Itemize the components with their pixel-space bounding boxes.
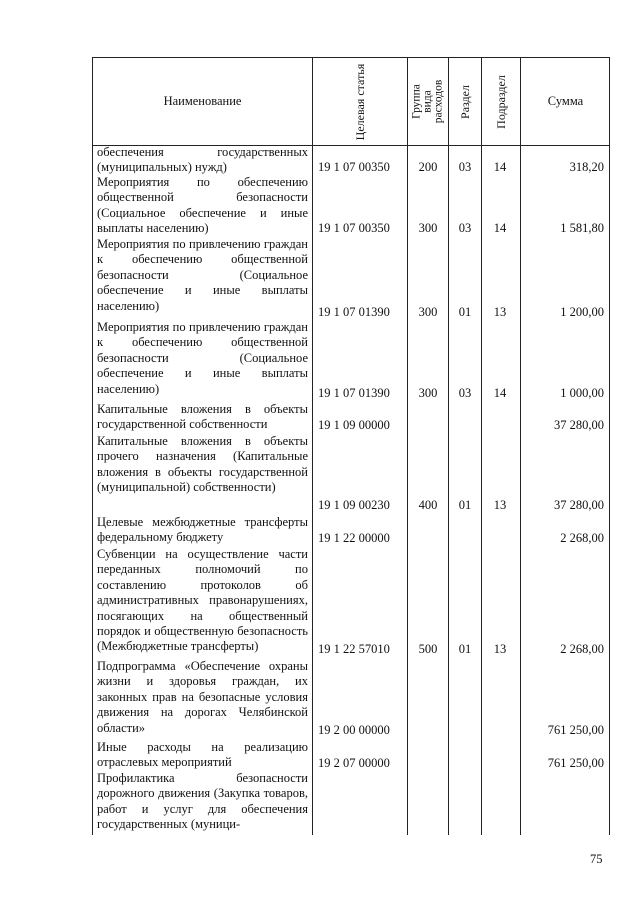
row-subsection: 14 xyxy=(493,221,507,235)
row-section: 01 xyxy=(458,642,472,656)
column-divider xyxy=(312,58,313,835)
row-sum: 1 581,80 xyxy=(560,221,604,235)
row-section: 03 xyxy=(458,386,472,400)
row-code: 19 1 09 00000 xyxy=(318,418,390,432)
row-code: 19 2 00 00000 xyxy=(318,723,390,737)
row-code: 19 1 22 57010 xyxy=(318,642,390,656)
row-sum: 37 280,00 xyxy=(554,498,604,512)
row-code: 19 1 07 00350 xyxy=(318,160,390,174)
column-divider xyxy=(407,58,408,835)
row-section: 03 xyxy=(458,221,472,235)
row-group: 400 xyxy=(418,498,438,512)
row-code: 19 1 07 01390 xyxy=(318,386,390,400)
row-group: 200 xyxy=(418,160,438,174)
row-name: Капитальные вложения в объекты прочего назначения (Капитальные вложения в объекты государственной (муниципальной) собственности) xyxy=(97,434,308,495)
row-section: 03 xyxy=(458,160,472,174)
row-sum: 37 280,00 xyxy=(554,418,604,432)
header-subsection xyxy=(481,58,520,145)
column-divider xyxy=(448,58,449,835)
header-name xyxy=(93,58,312,145)
header-name-label: Наименование xyxy=(163,94,242,108)
row-sum: 1 200,00 xyxy=(560,305,604,319)
header-section xyxy=(448,58,481,145)
row-group: 300 xyxy=(418,305,438,319)
row-sum: 1 000,00 xyxy=(560,386,604,400)
row-code: 19 1 09 00230 xyxy=(318,498,390,512)
row-name: Мероприятия по привлечению граждан к обеспечению общественной безопасности (Социальное обеспечение и иные выплаты населению) xyxy=(97,237,308,313)
row-name: Целевые межбюджетные трансферты федеральному бюджету xyxy=(97,515,308,545)
page-number: 75 xyxy=(590,852,603,866)
header-target xyxy=(312,58,407,145)
header-group xyxy=(407,58,448,145)
row-code: 19 2 07 00000 xyxy=(318,756,390,770)
header-target-label: Целевая статья xyxy=(352,63,367,140)
header-section-label: Раздел xyxy=(457,84,472,119)
row-code: 19 1 07 00350 xyxy=(318,221,390,235)
row-group: 300 xyxy=(418,386,438,400)
row-name: Подпрограмма «Обеспечение охраны жизни и здоровья граждан, их законных прав на безопасные условия движения на дорогах Челябинской области» xyxy=(97,659,308,735)
row-section: 01 xyxy=(458,305,472,319)
row-sum: 761 250,00 xyxy=(547,756,604,770)
header-sum xyxy=(520,58,611,145)
column-divider xyxy=(520,58,521,835)
header-sum-label: Сумма xyxy=(547,94,584,108)
row-subsection: 13 xyxy=(493,305,507,319)
row-group: 500 xyxy=(418,642,438,656)
row-subsection: 14 xyxy=(493,160,507,174)
row-subsection: 14 xyxy=(493,386,507,400)
row-name: Профилактика безопасности дорожного движения (Закупка товаров, работ и услуг для обеспечения государственных (муници- xyxy=(97,771,308,832)
row-name: Мероприятия по привлечению граждан к обеспечению общественной безопасности (Социальное обеспечение и иные выплаты населению) xyxy=(97,320,308,396)
column-divider xyxy=(481,58,482,835)
row-code: 19 1 22 00000 xyxy=(318,531,390,545)
row-group: 300 xyxy=(418,221,438,235)
row-name: Мероприятия по обеспечению общественной безопасности (Социальное обеспечение и иные выплаты населению) xyxy=(97,175,308,236)
row-subsection: 13 xyxy=(493,642,507,656)
row-subsection: 13 xyxy=(493,498,507,512)
row-sum: 2 268,00 xyxy=(560,642,604,656)
row-sum: 2 268,00 xyxy=(560,531,604,545)
row-name: Капитальные вложения в объекты государственной собственности xyxy=(97,402,308,432)
row-name: Иные расходы на реализацию отраслевых мероприятий xyxy=(97,740,308,770)
row-name: Субвенции на осуществление части переданных полномочий по составлению протоколов об административных правонарушениях, посягающих на общественный порядок и общественную безопасность (Межбюджетные трансферты) xyxy=(97,547,308,654)
budget-table xyxy=(92,57,610,835)
row-code: 19 1 07 01390 xyxy=(318,305,390,319)
row-sum: 318,20 xyxy=(569,160,604,174)
row-sum: 761 250,00 xyxy=(547,723,604,737)
header-subsection-label: Подраздел xyxy=(493,74,508,129)
row-name: обеспечения государственных (муниципальных) нужд) xyxy=(97,145,308,175)
row-section: 01 xyxy=(458,498,472,512)
header-group-label: Группа вида расходов xyxy=(410,79,444,124)
